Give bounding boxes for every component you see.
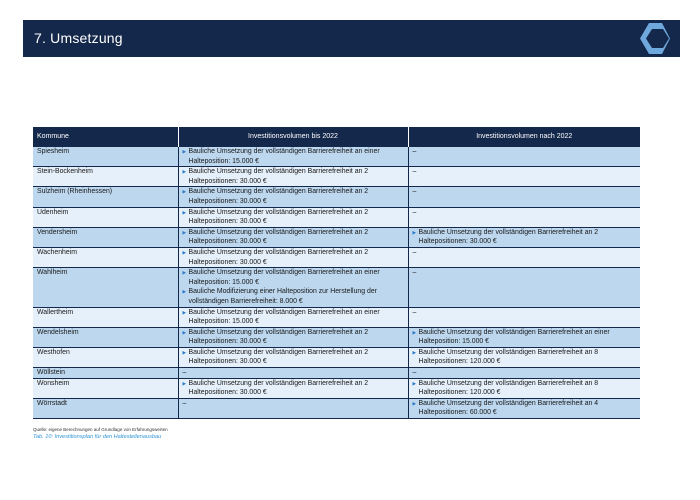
kommune-cell: Westhofen <box>33 347 178 367</box>
invest-nach-2022-cell <box>408 398 640 418</box>
page-title: 7. Umsetzung <box>34 30 123 46</box>
bullet-list <box>183 379 405 398</box>
invest-bis-2022-cell <box>178 167 408 187</box>
invest-nach-2022-cell: – <box>408 167 640 187</box>
bullet-item: ▶ Bauliche Umsetzung der vollständigen Barrierefreiheit an einer Halteposition: 15.000 € <box>183 308 405 327</box>
bullet-item: ▶ Bauliche Umsetzung der vollständigen Barrierefreiheit an 2 Haltepositionen: 30.000 € <box>183 348 405 367</box>
invest-nach-2022-cell <box>408 327 640 347</box>
table-row <box>33 378 640 398</box>
column-header-nach-2022: Investitionsvolumen nach 2022 <box>408 127 640 147</box>
hexagon-logo-icon <box>640 21 676 56</box>
table-row <box>33 327 640 347</box>
invest-nach-2022-cell: – <box>408 268 640 307</box>
kommune-cell: Vendersheim <box>33 227 178 247</box>
bullet-item: ▶ Bauliche Umsetzung der vollständigen Barrierefreiheit an 2 Haltepositionen: 30.000 € <box>183 248 405 267</box>
kommune-cell: Wörrstadt <box>33 398 178 418</box>
table-row <box>33 247 640 267</box>
kommune-cell: Wendelsheim <box>33 327 178 347</box>
kommune-cell: Wahlheim <box>33 268 178 307</box>
kommune-cell: Wallertheim <box>33 307 178 327</box>
invest-nach-2022-cell: – <box>408 368 640 379</box>
bullet-item: ▶ Bauliche Umsetzung der vollständigen Barrierefreiheit an 8 Haltepositionen: 120.000 € <box>413 348 638 367</box>
invest-bis-2022-cell <box>178 347 408 367</box>
bullet-item: ▶ Bauliche Umsetzung der vollständigen Barrierefreiheit an 8 Haltepositionen: 120.000 € <box>413 379 638 398</box>
invest-bis-2022-cell <box>178 147 408 167</box>
bullet-list <box>183 248 405 267</box>
bullet-item: ▶ Bauliche Umsetzung der vollständigen Barrierefreiheit an einer Halteposition: 15.000 € <box>183 147 405 166</box>
bullet-list <box>413 379 638 398</box>
bullet-list <box>413 399 638 418</box>
table-row <box>33 227 640 247</box>
table-row <box>33 187 640 207</box>
invest-bis-2022-cell: – <box>178 368 408 379</box>
invest-bis-2022-cell <box>178 268 408 307</box>
table-row <box>33 307 640 327</box>
invest-bis-2022-cell <box>178 327 408 347</box>
bullet-list <box>183 268 405 306</box>
bullet-item: ▶ Bauliche Umsetzung der vollständigen Barrierefreiheit an 4 Haltepositionen: 60.000 € <box>413 399 638 418</box>
bullet-list <box>183 328 405 347</box>
bullet-item: ▶ Bauliche Modifizierung einer Halteposition zur Herstellung der vollständigen Barrierefreiheit: 8.000 € <box>183 287 405 306</box>
kommune-cell: Wachenheim <box>33 247 178 267</box>
bullet-item: ▶ Bauliche Umsetzung der vollständigen Barrierefreiheit an einer Halteposition: 15.000 € <box>183 268 405 287</box>
invest-nach-2022-cell: – <box>408 247 640 267</box>
bullet-item: ▶ Bauliche Umsetzung der vollständigen Barrierefreiheit an 2 Haltepositionen: 30.000 € <box>183 167 405 186</box>
bullet-item: ▶ Bauliche Umsetzung der vollständigen Barrierefreiheit an 2 Haltepositionen: 30.000 € <box>183 228 405 247</box>
invest-bis-2022-cell <box>178 307 408 327</box>
bullet-list <box>183 187 405 206</box>
table-caption: Tab. 10: Investitionsplan für den Haltestellenausbau <box>33 434 162 440</box>
table-row <box>33 167 640 187</box>
invest-nach-2022-cell: – <box>408 187 640 207</box>
bullet-item: ▶ Bauliche Umsetzung der vollständigen Barrierefreiheit an einer Halteposition: 15.000 € <box>413 328 638 347</box>
invest-nach-2022-cell <box>408 378 640 398</box>
table-row <box>33 147 640 167</box>
kommune-cell: Udenheim <box>33 207 178 227</box>
bullet-item: ▶ Bauliche Umsetzung der vollständigen Barrierefreiheit an 2 Haltepositionen: 30.000 € <box>183 208 405 227</box>
invest-bis-2022-cell <box>178 247 408 267</box>
kommune-cell: Wöllstein <box>33 368 178 379</box>
kommune-cell: Sulzheim (Rheinhessen) <box>33 187 178 207</box>
bullet-list <box>183 208 405 227</box>
bullet-item: ▶ Bauliche Umsetzung der vollständigen Barrierefreiheit an 2 Haltepositionen: 30.000 € <box>183 379 405 398</box>
table-row <box>33 347 640 367</box>
bullet-list <box>183 348 405 367</box>
kommune-cell: Wonsheim <box>33 378 178 398</box>
bullet-item: ▶ Bauliche Umsetzung der vollständigen Barrierefreiheit an 2 Haltepositionen: 30.000 € <box>183 328 405 347</box>
page-header <box>23 20 680 57</box>
bullet-list <box>183 228 405 247</box>
column-header-bis-2022: Investitionsvolumen bis 2022 <box>178 127 408 147</box>
invest-nach-2022-cell <box>408 227 640 247</box>
table-row <box>33 207 640 227</box>
bullet-list <box>183 308 405 327</box>
table-body <box>33 147 640 419</box>
bullet-item: ▶ Bauliche Umsetzung der vollständigen Barrierefreiheit an 2 Haltepositionen: 30.000 € <box>183 187 405 206</box>
table-row <box>33 398 640 418</box>
kommune-cell: Stein-Bockenheim <box>33 167 178 187</box>
table-row <box>33 368 640 379</box>
column-header-kommune: Kommune <box>33 127 178 147</box>
invest-nach-2022-cell: – <box>408 207 640 227</box>
bullet-list <box>183 147 405 166</box>
invest-nach-2022-cell: – <box>408 147 640 167</box>
bullet-list <box>413 228 638 247</box>
invest-nach-2022-cell: – <box>408 307 640 327</box>
invest-bis-2022-cell <box>178 187 408 207</box>
table-header-row <box>33 127 640 147</box>
invest-bis-2022-cell <box>178 207 408 227</box>
bullet-list <box>413 328 638 347</box>
bullet-item: ▶ Bauliche Umsetzung der vollständigen Barrierefreiheit an 2 Haltepositionen: 30.000 € <box>413 228 638 247</box>
bullet-list <box>183 167 405 186</box>
table-row <box>33 268 640 307</box>
invest-nach-2022-cell <box>408 347 640 367</box>
invest-bis-2022-cell: – <box>178 398 408 418</box>
investment-table <box>33 127 640 419</box>
source-note: Quelle: eigene Berechnungen auf Grundlage von Erfahrungswerten <box>33 427 168 432</box>
kommune-cell: Spiesheim <box>33 147 178 167</box>
invest-bis-2022-cell <box>178 227 408 247</box>
invest-bis-2022-cell <box>178 378 408 398</box>
bullet-list <box>413 348 638 367</box>
